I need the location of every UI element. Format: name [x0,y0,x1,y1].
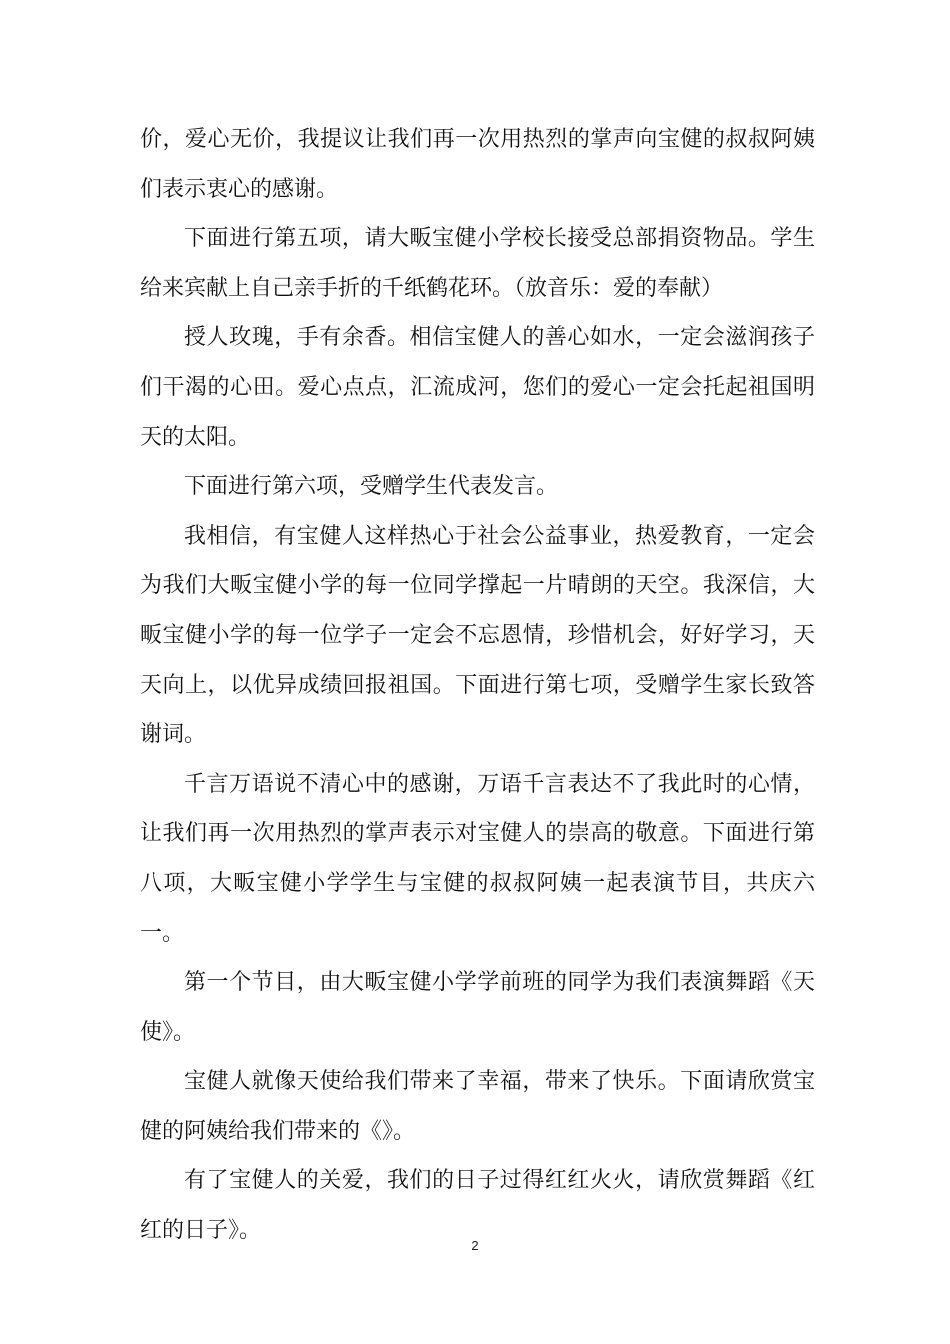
paragraph: 价，爱心无价，我提议让我们再一次用热烈的掌声向宝健的叔叔阿姨们表示衷心的感谢。 [140,127,815,202]
paragraph: 授人玫瑰，手有余香。相信宝健人的善心如水，一定会滋润孩子们干渴的心田。爱心点点，汇流成河，您们的爱心一定会托起祖国明天的太阳。 [140,325,815,450]
paragraph: 第一个节目，由大畈宝健小学学前班的同学为我们表演舞蹈《天使》。 [140,970,815,1045]
paragraph: 宝健人就像天使给我们带来了幸福，带来了快乐。下面请欣赏宝健的阿姨给我们带来的《》。 [140,1069,815,1144]
document-body [140,115,815,1256]
paragraph: 我相信，有宝健人这样热心于社会公益事业，热爱教育，一定会为我们大畈宝健小学的每一位同学撑起一片晴朗的天空。我深信，大畈宝健小学的每一位学子一定会不忘恩情，珍惜机会，好好学习，天天向上，以优异成绩回报祖国。下面进行第七项，受赠学生家长致答谢词。 [140,523,815,748]
paragraph: 下面进行第五项，请大畈宝健小学校长接受总部捐资物品。学生给来宾献上自己亲手折的千纸鹤花环。（放音乐：爱的奉献） [140,226,815,301]
page-number: 2 [471,1238,479,1253]
paragraph: 有了宝健人的关爱，我们的日子过得红红火火，请欣赏舞蹈《红红的日子》。 [140,1168,815,1244]
paragraph: 下面进行第六项，受赠学生代表发言。 [184,474,559,500]
paragraph: 千言万语说不清心中的感谢，万语千言表达不了我此时的心情，让我们再一次用热烈的掌声表示对宝健人的崇高的敬意。下面进行第八项，大畈宝健小学学生与宝健的叔叔阿姨一起表演节目，共庆六一。 [140,771,815,946]
